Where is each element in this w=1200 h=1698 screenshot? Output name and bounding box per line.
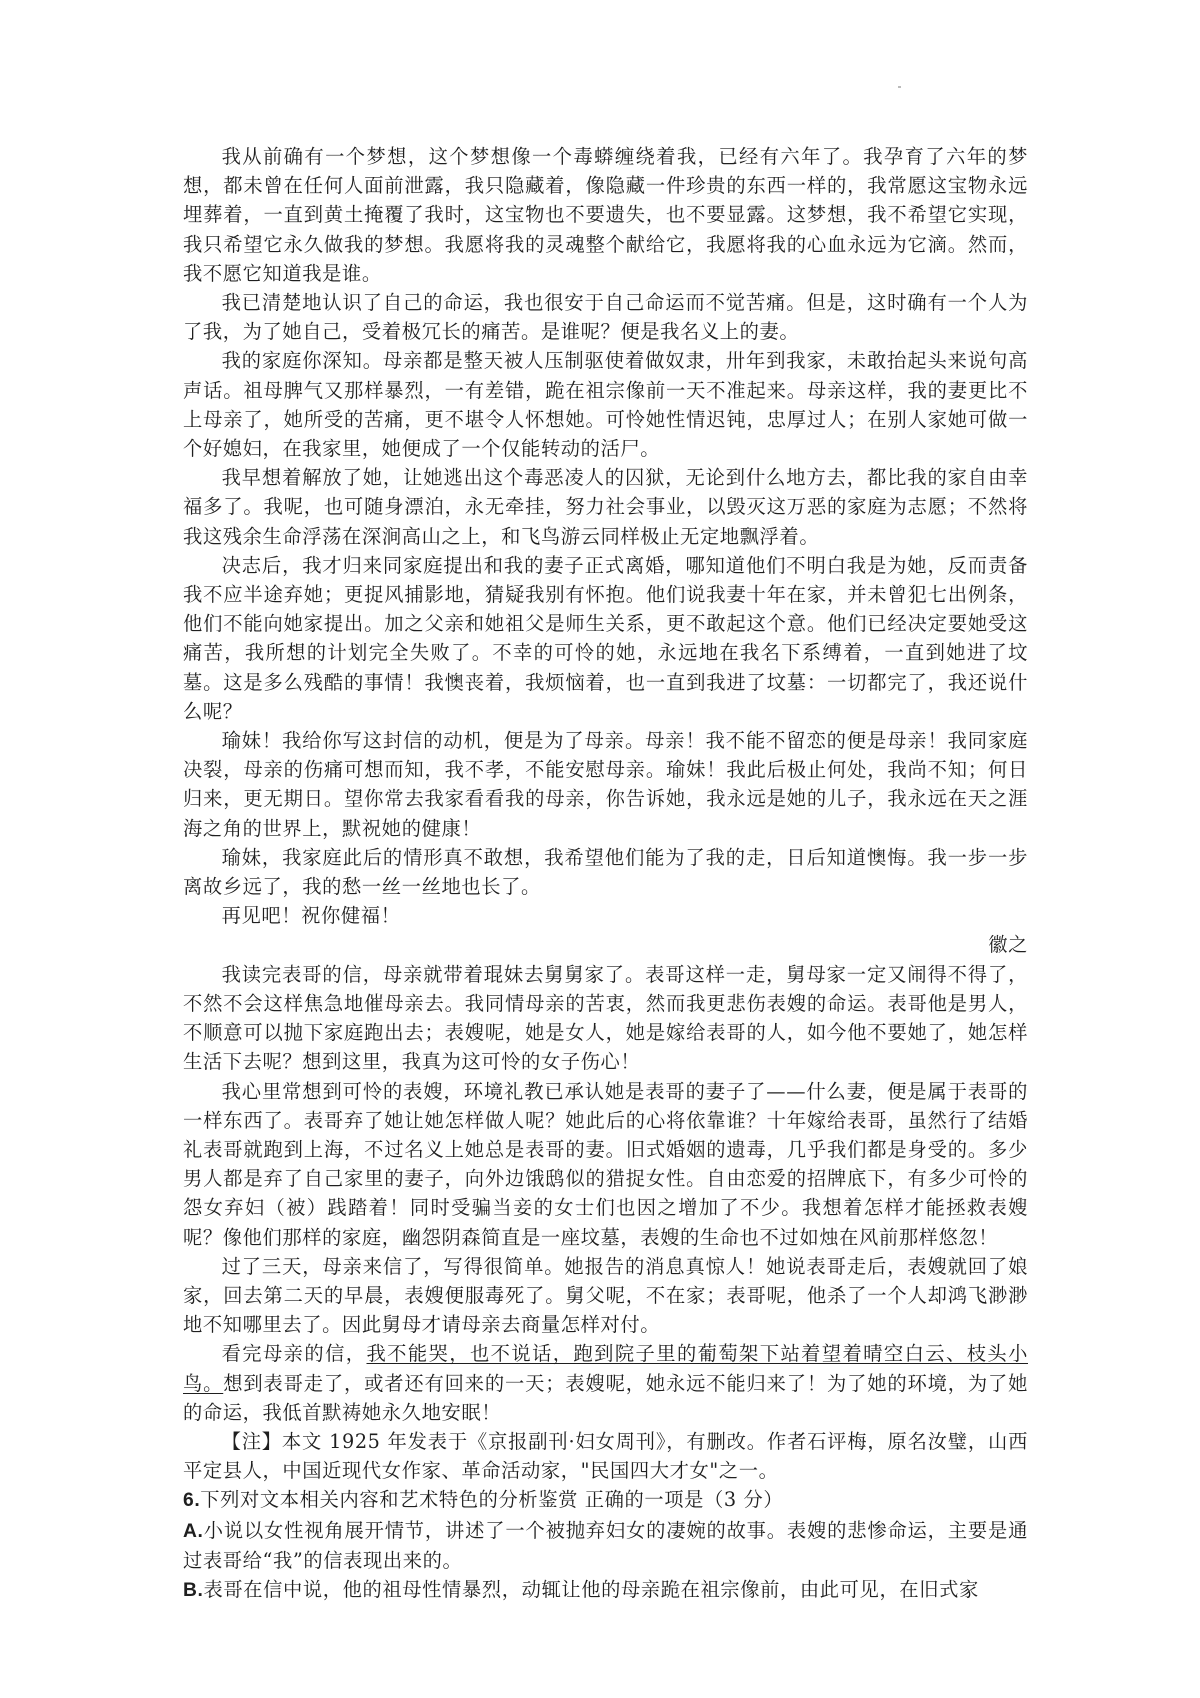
letter-paragraph: 我已清楚地认识了自己的命运，我也很安于自己命运而不觉苦痛。但是，这时确有一个人为了我，为了她自己，受着极冗长的痛苦。是谁呢？便是我名义上的妻。	[183, 291, 1028, 344]
option-a	[183, 1516, 1028, 1575]
option-b	[183, 1575, 1028, 1605]
story-body	[183, 960, 1028, 1427]
scan-speck	[898, 86, 901, 88]
letter-paragraph: 我早想着解放了她，让她逃出这个毒恶凌人的囚狱，无论到什么地方去，都比我的家自由幸福多了。我呢，也可随身漂泊，永无牵挂，努力社会事业，以毁灭这万恶的家庭为志愿；不然将我这残余生命浮荡在深涧高山之上，和飞鸟游云同样极止无定地飘浮着。	[183, 466, 1028, 548]
final-paragraph-end: 想到表哥走了，或者还有回来的一天；表嫂呢，她永远不能归来了！为了她的环境，为了她的命运，我低首默祷她永久地安眠！	[183, 1371, 1028, 1424]
letter-paragraph: 瑜妹，我家庭此后的情形真不敢想，我希望他们能为了我的走，日后知道懊悔。我一步一步离故乡远了，我的愁一丝一丝地也长了。	[183, 845, 1028, 899]
letter-body	[183, 142, 1028, 960]
document-page	[183, 142, 1028, 1605]
option-letter: A.	[183, 1520, 204, 1542]
letter-paragraph: 瑜妹！我给你写这封信的动机，便是为了母亲。母亲！我不能不留恋的便是母亲！我同家庭决裂，母亲的伤痛可想而知，我不孝，不能安慰母亲。瑜妹！我此后极止何处，我尚不知；何日归来，更无期日。望你常去我家看看我的母亲，你告诉她，我永远是她的儿子，我永远在天之涯海之角的世界上，默祝她的健康！	[183, 729, 1028, 840]
story-paragraph: 过了三天，母亲来信了，写得很简单。她报告的消息真惊人！她说表哥走后，表嫂就回了娘家，回去第二天的早晨，表嫂便服毒死了。舅父呢，不在家；表哥呢，他杀了一个人却鸿飞渺渺地不知哪里去了。因此舅母才请母亲去商量怎样对付。	[183, 1254, 1028, 1337]
option-text: 表哥在信中说，他的祖母性情暴烈，动辄让他的母亲跪在祖宗像前，由此可见，在旧式家	[203, 1577, 979, 1601]
letter-paragraph: 我从前确有一个梦想，这个梦想像一个毒蟒缠绕着我，已经有六年了。我孕育了六年的梦想，都未曾在任何人面前泄露，我只隐藏着，像隐藏一件珍贵的东西一样的，我常愿这宝物永远埋葬着，一直到黄土掩覆了我时，这宝物也不要遗失，也不要显露。这梦想，我不希望它实现，我只希望它永久做我的梦想。我愿将我的灵魂整个献给它，我愿将我的心血永远为它滴。然而，我不愿它知道我是谁。	[183, 145, 1028, 285]
question-number: 6.	[183, 1490, 201, 1512]
letter-closing: 再见吧！祝你健福！	[221, 904, 401, 928]
question-text: 下列对文本相关内容和艺术特色的分析鉴赏 正确的一项是（3 分）	[200, 1488, 784, 1512]
letter-signature: 徽之	[988, 933, 1028, 957]
final-paragraph-start: 看完母亲的信，	[221, 1342, 367, 1366]
letter-paragraph: 我的家庭你深知。母亲都是整天被人压制驱使着做奴隶，卅年到我家，未敢抬起头来说句高声话。祖母脾气又那样暴烈，一有差错，跪在祖宗像前一天不准起来。母亲这样，我的妻更比不上母亲了，她所受的苦痛，更不堪令人怀想她。可怜她性情迟钝，忠厚过人；在别人家她可做一个好媳妇，在我家里，她便成了一个仅能转动的活尸。	[183, 349, 1028, 461]
question-block	[183, 1485, 1028, 1605]
story-paragraph: 我读完表哥的信，母亲就带着琨妹去舅舅家了。表哥这样一走，舅母家一定又闹得不得了，不然不会这样焦急地催母亲去。我同情母亲的苦衷，然而我更悲伤表嫂的命运。表哥他是男人，不顺意可以抛下家庭跑出去；表嫂呢，她是女人，她是嫁给表哥的人，如今他不要她了，她怎样生活下去呢？想到这里，我真为这可怜的女子伤心！	[183, 962, 1028, 1074]
letter-paragraph: 决志后，我才归来同家庭提出和我的妻子正式离婚，哪知道他们不明白我是为她，反而责备我不应半途弃她；更捉风捕影地，猜疑我别有怀抱。他们说我妻十年在家，并未曾犯七出例条，他们不能向她家提出。加之父亲和她祖父是师生关系，更不敢起这个意。他们已经决定要她受这痛苦，我所想的计划完全失败了。不幸的可怜的她，永远地在我名下系缚着，一直到她进了坟墓。这是多么残酷的事情！我懊丧着，我烦恼着，也一直到我进了坟墓：一切都完了，我还说什么呢？	[183, 553, 1028, 723]
story-final-paragraph	[183, 1339, 1028, 1427]
story-paragraph: 我心里常想到可怜的表嫂，环境礼教已承认她是表哥的妻子了——什么妻，便是属于表哥的一样东西了。表哥弃了她让她怎样做人呢？她此后的心将依靠谁？十年嫁给表哥，虽然行了结婚礼表哥就跑到上海，不过名义上她总是表哥的妻。旧式婚姻的遗毒，几乎我们都是身受的。多少男人都是弃了自己家里的妻子，向外边饿鸱似的猎捉女性。自由恋爱的招牌底下，有多少可怜的怨女弃妇（被）践踏着！同时受骗当妾的女士们也因之增加了不少。我想着怎样才能拯救表嫂呢？像他们那样的家庭，幽怨阴森简直是一座坟墓，表嫂的生命也不过如烛在风前那样悠忽！	[183, 1079, 1028, 1249]
option-text: 小说以女性视角展开情节，讲述了一个被抛弃妇女的凄婉的故事。表嫂的悲惨命运，主要是通过表哥给“我”的信表现出来的。	[183, 1518, 1028, 1572]
author-note: 【注】本文 1925 年发表于《京报副刊·妇女周刊》，有删改。作者石评梅，原名汝璧，山西平定县人，中国近现代女作家、革命活动家，"民国四大才女"之一。	[183, 1429, 1028, 1483]
question-stem	[183, 1485, 1028, 1515]
option-letter: B.	[183, 1579, 204, 1601]
underlined-sentence: 我不能哭，也不说话，跑到院子里的葡萄架下站着望着晴空白云、枝头小鸟。	[183, 1342, 1028, 1395]
